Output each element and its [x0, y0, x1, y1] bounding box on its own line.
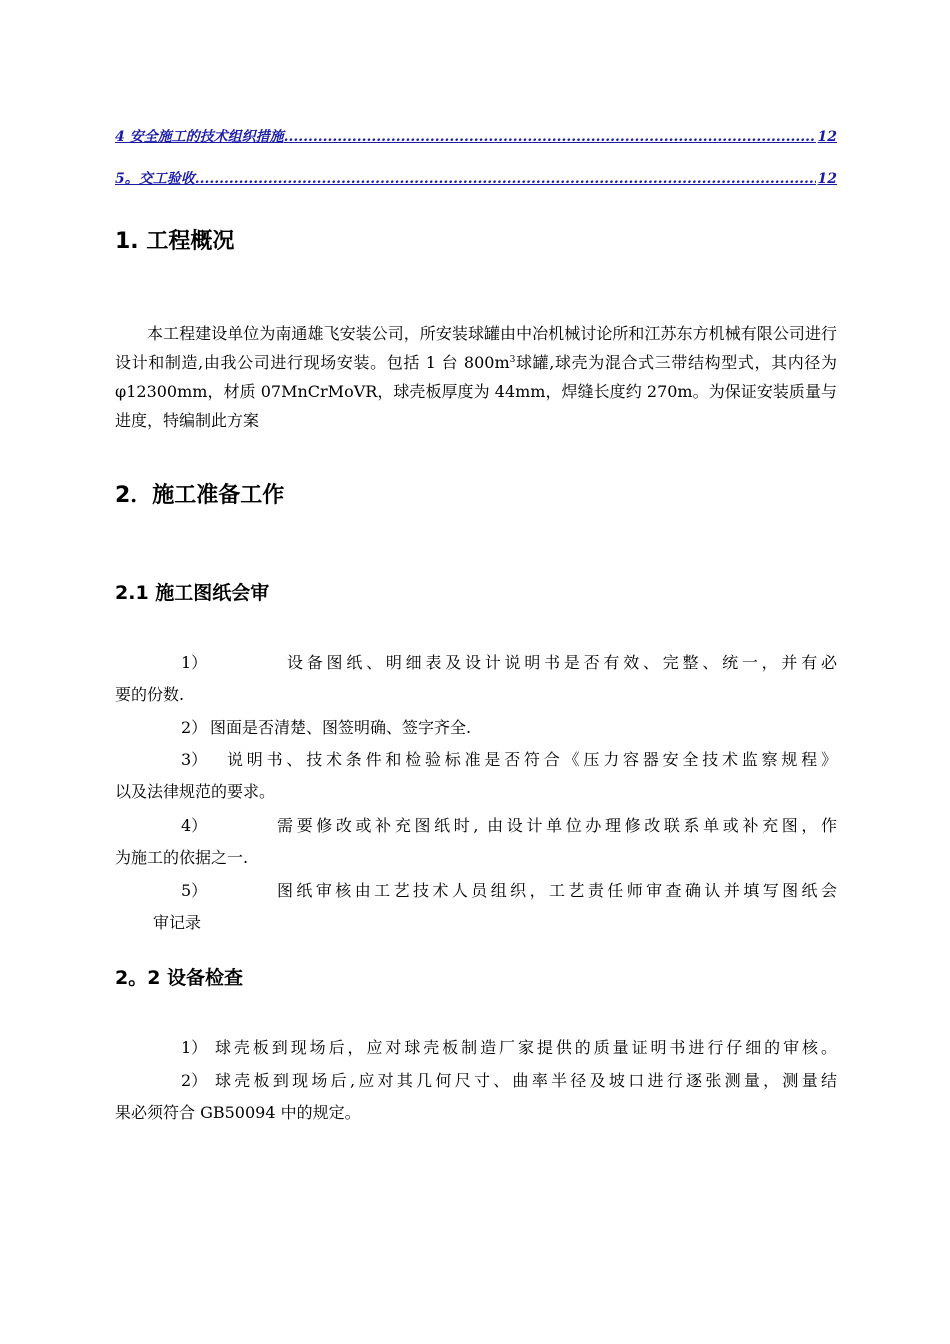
toc-leader-dots	[195, 171, 816, 187]
toc-leader-dots	[284, 129, 816, 145]
list-item-text: 球壳板到现场后，应对球壳板制造厂家提供的质量证明书进行仔细的审核。	[215, 1038, 837, 1057]
para-text-a: 本工程建设单位为南通雄飞安装公司，所安装球罐由中冶机械讨论所和江苏东方机械有限公司进行设计和制造,由我公司进行现场安装。包括 1 台 800m	[115, 324, 837, 372]
list-item-text-cont: 审记录	[153, 913, 202, 932]
section1-paragraph	[115, 319, 837, 435]
list-item-text-cont: 为施工的依据之一.	[115, 848, 249, 867]
list-item-text: 设备图纸、明细表及设计说明书是否有效、完整、统一，并有必	[287, 653, 837, 672]
toc-entry-page: 12	[817, 129, 837, 145]
list-item-number: 1）	[181, 1038, 208, 1057]
subsection-heading-2-1: 2.1 施工图纸会审	[115, 582, 270, 604]
list-item-text-cont: 以及法律规范的要求。	[115, 782, 276, 801]
list-item-text: 图面是否清楚、图签明确、签字齐全.	[210, 718, 472, 737]
list-item-text: 图纸审核由工艺技术人员组织，工艺责任师审查确认并填写图纸会	[277, 881, 837, 900]
list-item-number: 3）	[181, 750, 208, 769]
list-item-number: 2）	[181, 718, 208, 737]
list-item-text: 说明书、技术条件和检验标准是否符合《压力容器安全技术监察规程》	[227, 750, 837, 769]
list-item-number: 5）	[181, 881, 208, 900]
subsection-heading-2-2: 2。2 设备检查	[115, 967, 244, 989]
toc-entry-title: 5。交工验收	[115, 171, 195, 187]
superscript: 3	[509, 355, 516, 365]
section-heading-2: 2．施工准备工作	[115, 483, 285, 508]
list-item-text: 需要修改或补充图纸时, 由设计单位办理修改联系单或补充图，作	[277, 816, 837, 835]
list-item-text-cont: 果必须符合 GB50094 中的规定。	[115, 1103, 361, 1122]
toc-entry-title: 4 安全施工的技术组织措施	[115, 129, 284, 145]
toc-entry-5[interactable]	[115, 168, 837, 188]
section-heading-1: 1. 工程概况	[115, 229, 235, 254]
toc-entry-4[interactable]	[115, 126, 837, 146]
toc-entry-page: 12	[817, 171, 837, 187]
list-item-number: 2）	[181, 1071, 208, 1090]
para-text-b: 球罐,球壳为混合式三带结构型式，其内径为 φ12300mm，材质 07MnCrMoVR，球壳板厚度为 44mm，焊缝长度约 270m。为保证安装质量与进度，特编制此方案	[115, 353, 837, 430]
list-item-number: 4）	[181, 816, 208, 835]
list-item-text: 球壳板到现场后,应对其几何尺寸、曲率半径及坡口进行逐张测量，测量结	[215, 1071, 837, 1090]
list-item-number: 1）	[181, 653, 208, 672]
list-item-text-cont: 要的份数.	[115, 685, 185, 704]
